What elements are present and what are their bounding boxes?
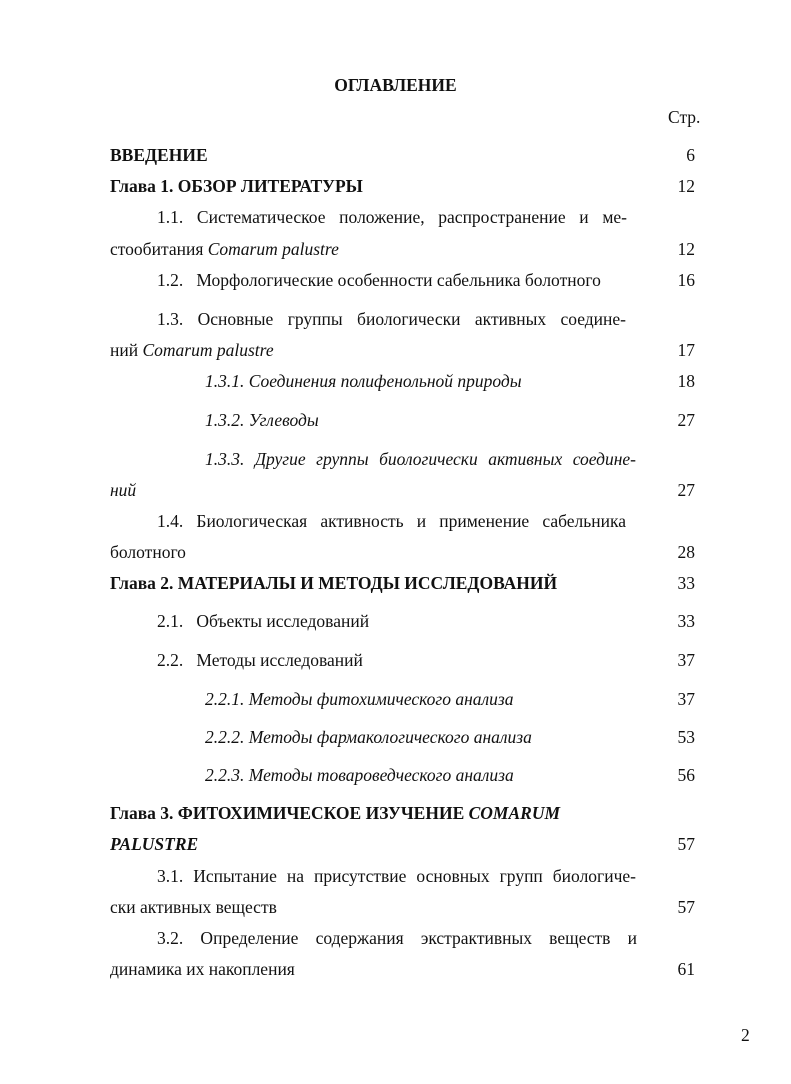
toc-page-number: 6 [686,145,695,165]
toc-entry-line [157,928,637,948]
toc-entry-text: 1.3.3. Другие группы биологически активных соедине- [205,449,636,469]
toc-entry-line [157,309,626,329]
toc-entry-text: 1.3.2. Углеводы [205,410,319,430]
toc-page-number: 17 [677,340,695,360]
toc-entry-line [110,340,274,360]
toc-entry-text: 1.3.1. Соединения полифенольной природы [205,371,522,391]
toc-entry-line [205,410,319,430]
toc-entry-text: 3.2. Определение содержания экстрактивных веществ и [157,928,637,948]
toc-entry-text: 2.1. Объекты исследований [157,611,370,631]
toc-entry-text: 1.4. Биологическая активность и применение сабельника [157,511,626,531]
toc-entry-text: 3.1. Испытание на присутствие основных групп биологиче- [157,866,636,886]
toc-entry-text: стообитания [110,239,208,259]
toc-entry-text: 1.1. Систематическое положение, распространение и ме- [157,207,627,227]
toc-entry-line [110,480,136,500]
toc-entry-line [110,803,560,823]
toc-entry-text: Глава 2. МАТЕРИАЛЫ И МЕТОДЫ ИССЛЕДОВАНИЙ [110,573,558,593]
toc-entry-text: динамика их накопления [110,959,295,979]
toc-entry-text: ний [110,340,143,360]
toc-entry-line [157,866,636,886]
toc-entry-text: PALUSTRE [110,834,199,854]
toc-entry-line [205,371,522,391]
toc-page-number: 37 [677,689,695,709]
toc-page-number: 57 [677,897,695,917]
toc-page-number: 37 [677,650,695,670]
toc-page-number: 33 [677,611,695,631]
toc-entry-line [157,270,601,290]
toc-page-number: 18 [677,371,695,391]
toc-entry-text: 1.2. Морфологические особенности сабельника болотного [157,270,601,290]
toc-page-number: 16 [677,270,695,290]
toc-entry-line [110,239,339,259]
toc-entry-text: Глава 3. ФИТОХИМИЧЕСКОЕ ИЗУЧЕНИЕ [110,803,469,823]
toc-entry-text: ний [110,480,137,500]
toc-page-number: 27 [677,480,695,500]
toc-title: ОГЛАВЛЕНИЕ [334,75,457,95]
toc-page-number: 57 [677,834,695,854]
toc-entry-text: 2.2.1. Методы фитохимического анализа [205,689,514,709]
toc-entry-text: Comarum palustre [142,340,274,360]
page-column-header: Стр. [668,107,701,127]
toc-entry-line [157,650,363,670]
toc-entry-line [205,689,514,709]
toc-page-number: 53 [677,727,695,747]
toc-page-number: 12 [677,239,695,259]
toc-entry-text: ВВЕДЕНИЕ [110,145,208,165]
toc-entry-line [110,176,363,196]
toc-entry-line [110,573,557,593]
toc-entry-text: ски активных веществ [110,897,277,917]
toc-entry-text: болотного [110,542,186,562]
toc-entry-line [157,611,369,631]
page-number: 2 [741,1025,750,1045]
toc-entry-text: 2.2.2. Методы фармакологического анализа [205,727,532,747]
toc-page-number: 27 [677,410,695,430]
toc-entry-text: 1.3. Основные группы биологически активных соедине- [157,309,626,329]
toc-entry-line [157,207,627,227]
toc-entry-text: Comarum palustre [207,239,339,259]
toc-page-number: 28 [677,542,695,562]
toc-entry-line [157,511,626,531]
toc-page-number: 61 [677,959,695,979]
toc-entry-text: 2.2. Методы исследований [157,650,363,670]
toc-entry-line [110,834,198,854]
toc-page-number: 12 [677,176,695,196]
toc-entry-line [110,959,295,979]
toc-entry-line [205,449,636,469]
toc-entry-line [205,765,514,785]
toc-page-number: 56 [677,765,695,785]
toc-entry-text: 2.2.3. Методы товароведческого анализа [205,765,514,785]
toc-entry-line [205,727,532,747]
toc-entry-text: COMARUM [468,803,561,823]
toc-page-number: 33 [677,573,695,593]
toc-entry-line [110,897,277,917]
toc-entry-text: Глава 1. ОБЗОР ЛИТЕРАТУРЫ [110,176,363,196]
toc-entry-line [110,145,208,165]
toc-entry-line [110,542,186,562]
